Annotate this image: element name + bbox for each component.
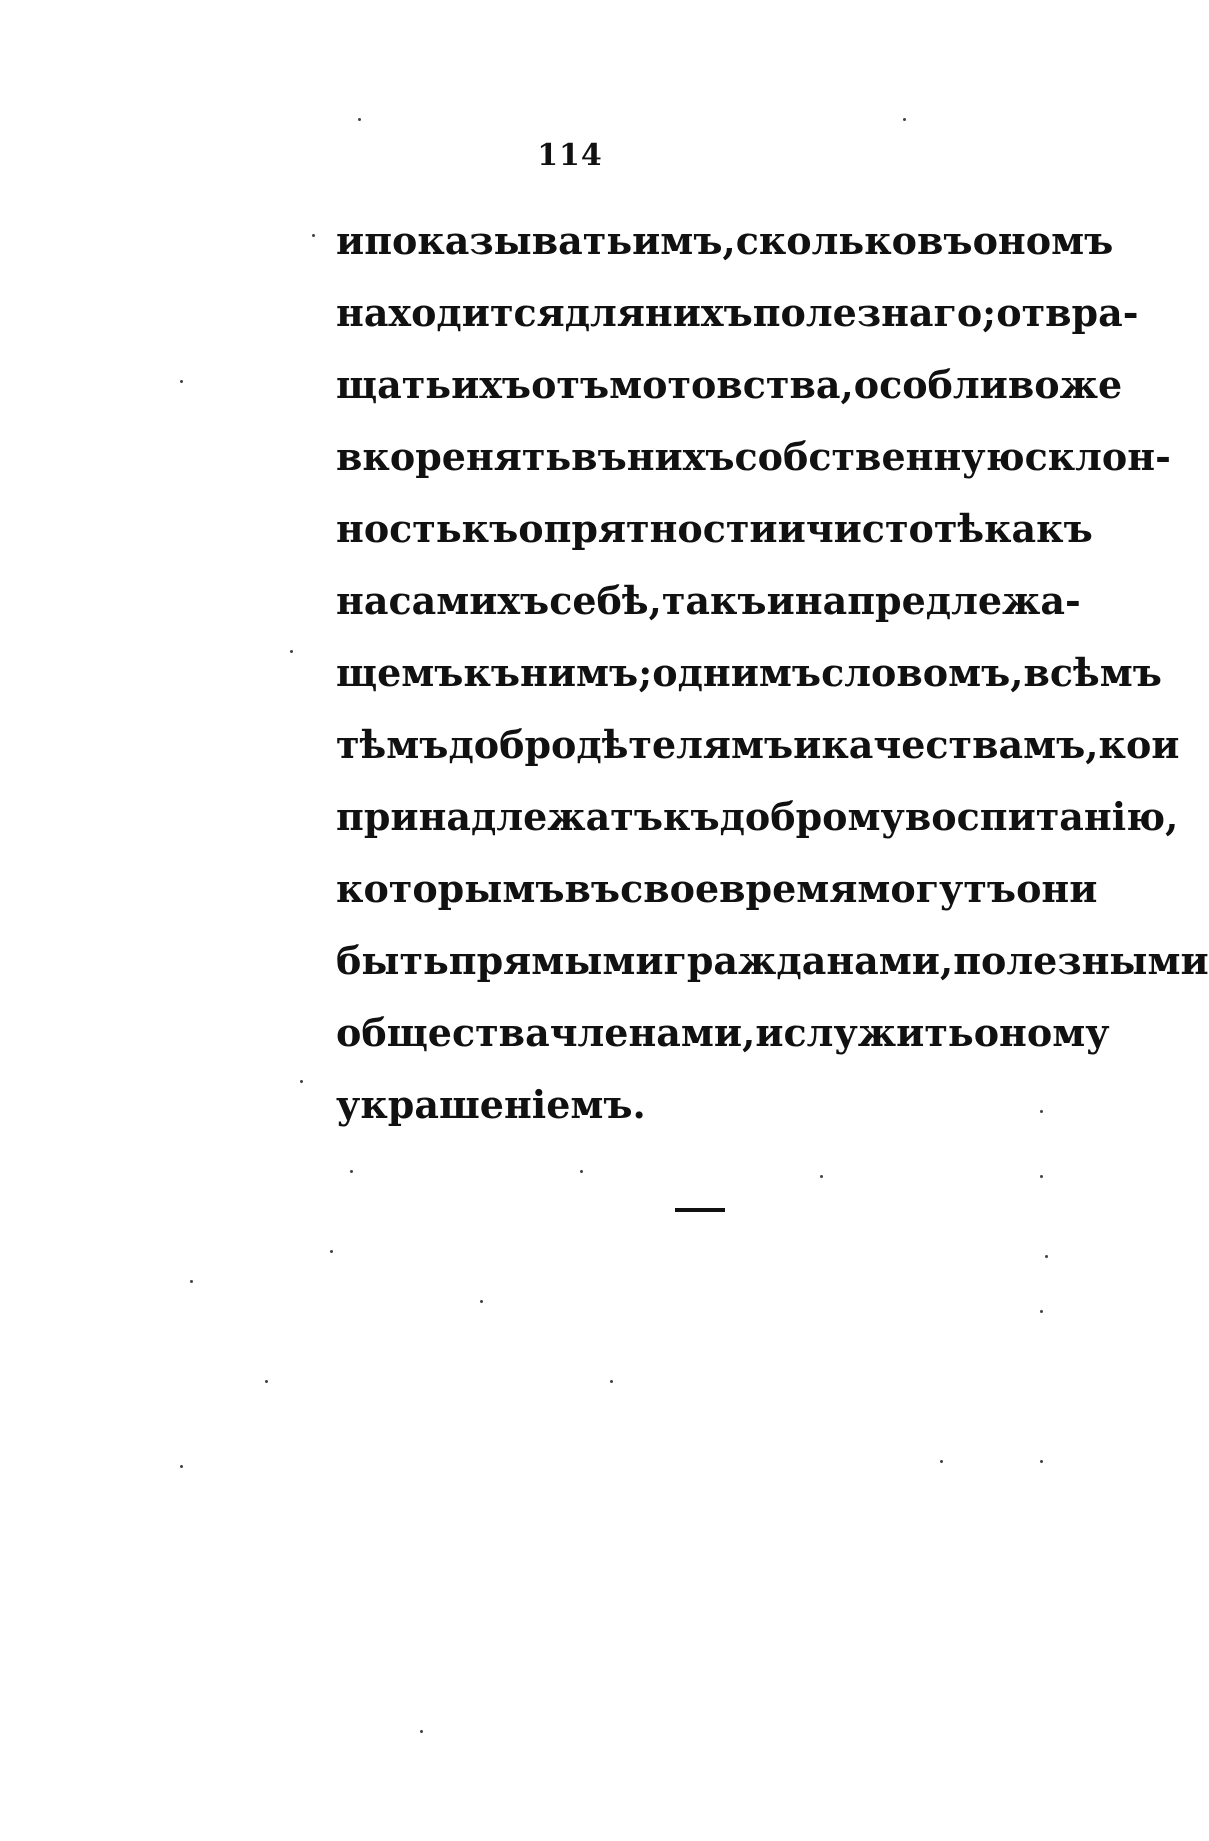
text-line [336,362,1123,434]
text-line [336,1082,1058,1154]
word: доброму [719,794,905,839]
word: въ [564,866,621,911]
word: членами, [549,1010,756,1055]
scan-speck [480,1300,483,1303]
scan-speck [580,1170,583,1173]
word: однимъ [652,650,822,695]
scan-speck [1040,1175,1043,1178]
scan-speck [190,1280,193,1283]
word: отъ [531,362,610,407]
text-line [336,866,1098,938]
word: тѣмъ [336,722,449,767]
word: предлежа- [847,578,1081,623]
word: щать [336,362,452,407]
word: находится [336,290,565,335]
word: особливо [853,362,1060,407]
word: въ [917,218,973,263]
word: время [719,866,858,911]
scan-speck [420,1730,423,1733]
word: принадлежатъ [336,794,663,839]
word: и [777,506,806,551]
word: же [1059,362,1123,407]
word: собственную [734,434,1025,479]
word: словомъ, [821,650,1024,695]
text-line [336,506,1093,578]
word: къ [663,794,720,839]
word: на [794,578,848,623]
word: нихъ [644,290,753,335]
text-line [336,434,1171,506]
word: свое [620,866,720,911]
word: кои [1098,722,1180,767]
word: къ [463,650,521,695]
word: вкоренять [336,434,572,479]
scan-speck [358,118,361,121]
scan-speck [1040,1110,1043,1113]
text-line [336,650,1162,722]
word: къ [461,506,519,551]
word: воспитанію, [904,794,1179,839]
scan-speck [350,1170,353,1173]
word: щемъ [336,650,464,695]
word: и [755,1010,784,1055]
word: общества [336,1010,550,1055]
word: ихъ [451,362,532,407]
scan-speck [265,1380,268,1383]
word: быть [336,938,449,983]
word: себѣ, [549,578,662,623]
word: мотовства, [609,362,854,407]
word: служить [783,1010,974,1055]
word: они [1016,866,1098,911]
scan-speck [940,1460,943,1463]
scan-speck [1045,1255,1048,1258]
scan-speck [1040,1310,1043,1313]
scan-speck [290,650,293,653]
text-line [336,722,1180,794]
body-text [336,218,1209,1154]
word: чистотѣ [805,506,985,551]
word: и [766,578,795,623]
word: на [336,578,389,623]
word: нихъ [626,434,735,479]
word: полезнаго; [752,290,997,335]
word: ономъ [972,218,1114,263]
word: ность [336,506,462,551]
word: и [336,218,365,263]
word: добродѣтелямъ [448,722,794,767]
text-line [336,290,1139,362]
text-line [336,1010,1110,1082]
word: украшеніемъ. [336,1082,646,1127]
scan-speck [610,1380,613,1383]
word: отвра- [996,290,1139,335]
word: и [793,722,822,767]
word: сколько [735,218,918,263]
scan-speck [1040,1460,1043,1463]
word: въ [571,434,627,479]
word: для [564,290,645,335]
scan-speck [180,380,183,383]
word: полезными [953,938,1209,983]
word: склон- [1024,434,1171,479]
word: самихъ [388,578,550,623]
word: такъ [661,578,767,623]
word: всѣмъ [1023,650,1162,695]
text-line [336,578,1081,650]
scan-speck [180,1465,183,1468]
word: имъ, [632,218,736,263]
word: качествамъ, [821,722,1099,767]
word: оному [973,1010,1110,1055]
end-rule [675,1208,725,1212]
text-line [336,794,1179,866]
scan-speck [312,234,315,237]
word: которымъ [336,866,565,911]
scan-speck [300,1080,303,1083]
page-number: 114 [537,138,603,173]
scan-speck [820,1175,823,1178]
word: могутъ [857,866,1017,911]
word: прямыми [448,938,664,983]
word: гражданами, [663,938,954,983]
word: показывать [364,218,633,263]
word: нимъ; [520,650,653,695]
word: опрятности [518,506,778,551]
scan-speck [903,118,906,121]
text-line [336,218,1114,290]
scan-speck [330,1250,333,1253]
word: какъ [984,506,1093,551]
text-line [336,938,1209,1010]
